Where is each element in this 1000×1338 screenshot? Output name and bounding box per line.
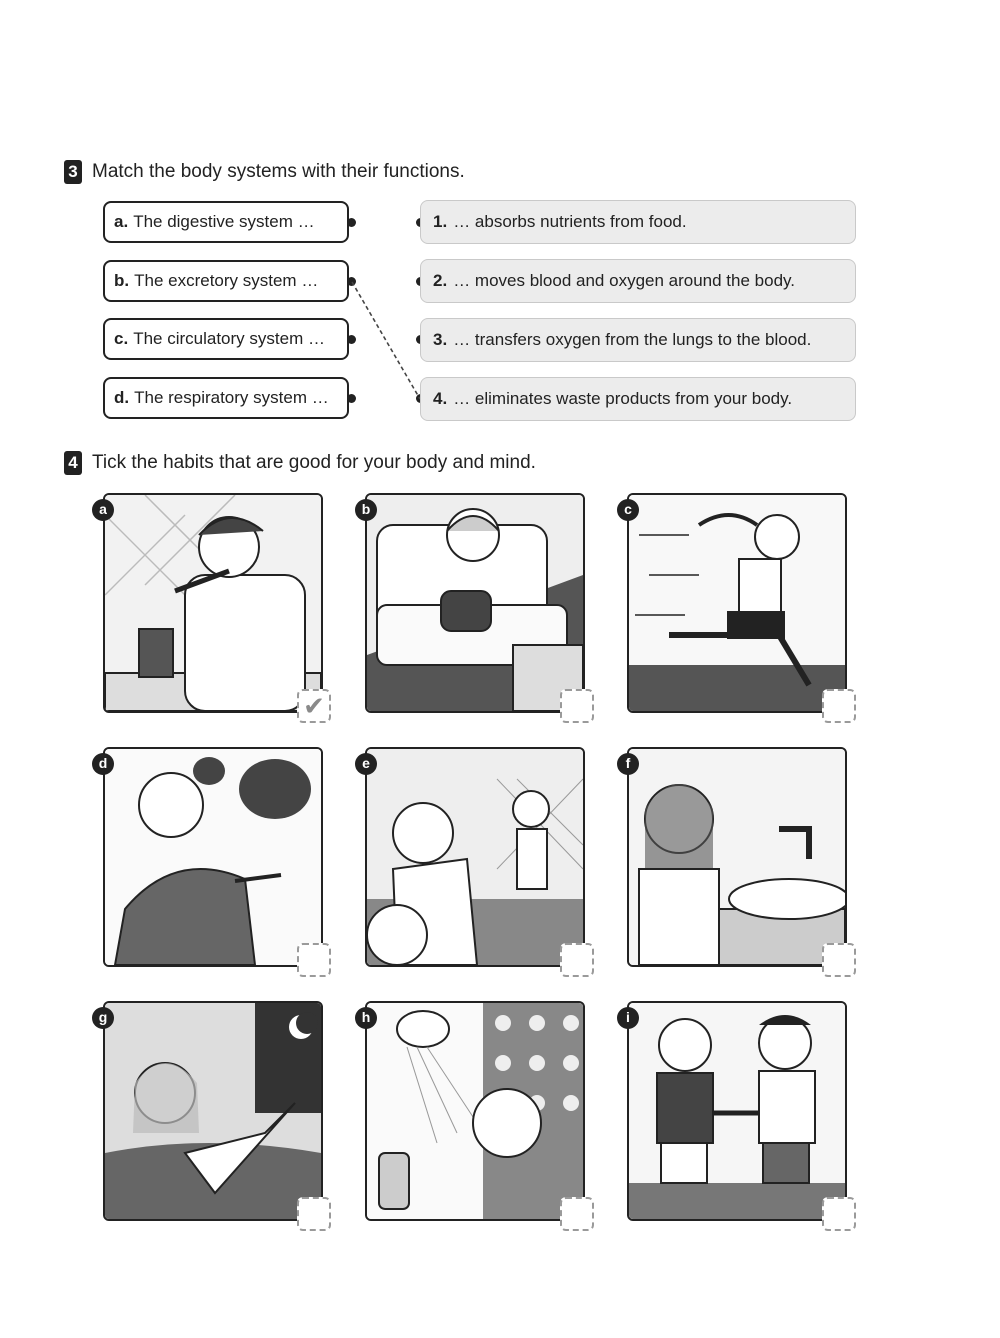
match-text: The excretory system … (134, 271, 319, 290)
match-letter: d. (114, 388, 130, 407)
picture-letter: i (617, 1007, 639, 1029)
handshake-icon (629, 1003, 845, 1219)
match-text: … absorbs nutrients from food. (453, 212, 687, 231)
match-letter: b. (114, 271, 130, 290)
picture-i (627, 1001, 847, 1221)
match-number: 1. (433, 212, 448, 231)
tick-box-g[interactable] (297, 1197, 331, 1231)
eating-junk-food-sofa-icon (367, 495, 583, 711)
match-number: 3. (433, 330, 448, 349)
picture-d (103, 747, 323, 967)
showering-icon (367, 1003, 583, 1219)
picture-letter: a (92, 499, 114, 521)
tick-box-h[interactable] (560, 1197, 594, 1231)
smoking-man-icon (105, 749, 321, 965)
picture-b (365, 493, 585, 713)
picture-letter: h (355, 1007, 377, 1029)
match-text: … eliminates waste products from your body. (453, 389, 793, 408)
exercise-4-instruction: Tick the habits that are good for your body and mind. (92, 452, 536, 473)
tick-box-b[interactable] (560, 689, 594, 723)
brushing-teeth-icon (105, 495, 321, 711)
tick-box-f[interactable] (822, 943, 856, 977)
picture-c (627, 493, 847, 713)
picture-letter: c (617, 499, 639, 521)
match-text: The respiratory system … (134, 388, 329, 407)
match-right-4[interactable] (420, 377, 856, 421)
picture-letter: e (355, 753, 377, 775)
running-girl-icon (629, 495, 845, 711)
match-right-1[interactable] (420, 200, 856, 244)
match-text: The digestive system … (133, 212, 315, 231)
exercise-4-heading (64, 451, 536, 475)
picture-letter: d (92, 753, 114, 775)
picture-a (103, 493, 323, 713)
picture-g (103, 1001, 323, 1221)
washing-hands-icon (629, 749, 845, 965)
match-letter: c. (114, 329, 129, 348)
tick-box-d[interactable] (297, 943, 331, 977)
match-number: 2. (433, 271, 448, 290)
exercise-number-badge: 4 (64, 451, 82, 475)
laptop-in-bed-night-icon (105, 1003, 321, 1219)
match-text: … moves blood and oxygen around the body. (453, 271, 795, 290)
match-letter: a. (114, 212, 129, 231)
match-text: … transfers oxygen from the lungs to the blood. (453, 330, 812, 349)
tick-box-c[interactable] (822, 689, 856, 723)
tick-box-a[interactable]: ✔ (297, 689, 331, 723)
tick-box-e[interactable] (560, 943, 594, 977)
picture-h (365, 1001, 585, 1221)
exercise-number-badge: 3 (64, 160, 82, 184)
match-number: 4. (433, 389, 448, 408)
picture-letter: g (92, 1007, 114, 1029)
football-argument-icon (367, 749, 583, 965)
tick-box-i[interactable] (822, 1197, 856, 1231)
picture-f (627, 747, 847, 967)
match-right-3[interactable] (420, 318, 856, 362)
picture-letter: f (617, 753, 639, 775)
match-right-2[interactable] (420, 259, 856, 303)
picture-letter: b (355, 499, 377, 521)
exercise-3-instruction: Match the body systems with their functions. (92, 161, 465, 182)
match-text: The circulatory system … (133, 329, 325, 348)
picture-e (365, 747, 585, 967)
